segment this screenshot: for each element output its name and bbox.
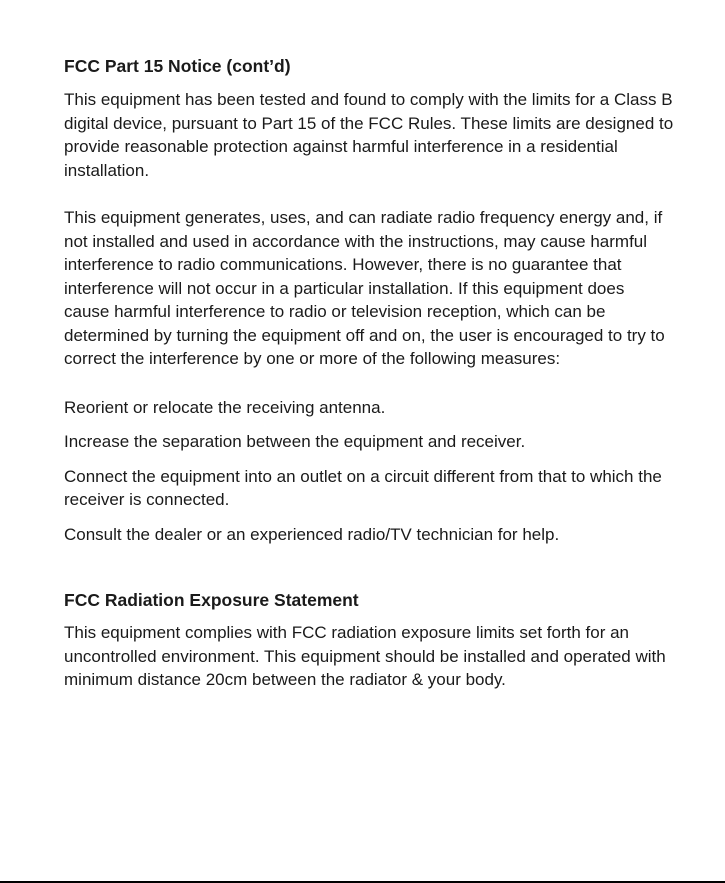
interference-paragraph: This equipment generates, uses, and can radiate radio frequency energy and, if not installed and used in accordance with the instructions, may cause harmful interference to radio communications. However, there is no guarantee that interference will not occur in a particular installation. If this equipment does cause harmful interference to radio or television reception, which can be determined by turning the equipment off and on, the user is encouraged to try to correct the interference by one or more of the following measures: — [64, 208, 665, 368]
measure-consult-dealer: Consult the dealer or an experienced radio/TV technician for help. — [64, 524, 560, 544]
radiation-paragraph: This equipment complies with FCC radiation exposure limits set forth for an uncontrolled environment. This equipment should be installed and operated with minimum distance 20cm between the radiator & your body. — [64, 623, 666, 689]
measure-reorient-antenna: Reorient or relocate the receiving antenna. — [64, 397, 386, 417]
measure-different-outlet: Connect the equipment into an outlet on a circuit different from that to which the receiver is connected. — [64, 466, 662, 509]
document-page — [64, 53, 674, 692]
measures-list — [64, 396, 674, 547]
fcc-part15-section — [64, 53, 674, 546]
compliance-paragraph: This equipment has been tested and found to comply with the limits for a Class B digital device, pursuant to Part 15 of the FCC Rules. These limits are designed to provide reasonable protection against harmful interference in a residential installation. — [64, 90, 674, 180]
fcc-radiation-section — [64, 587, 674, 692]
measure-increase-separation: Increase the separation between the equipment and receiver. — [64, 432, 526, 451]
fcc-part15-heading: FCC Part 15 Notice (cont’d) — [64, 56, 291, 76]
fcc-radiation-heading: FCC Radiation Exposure Statement — [64, 590, 359, 610]
